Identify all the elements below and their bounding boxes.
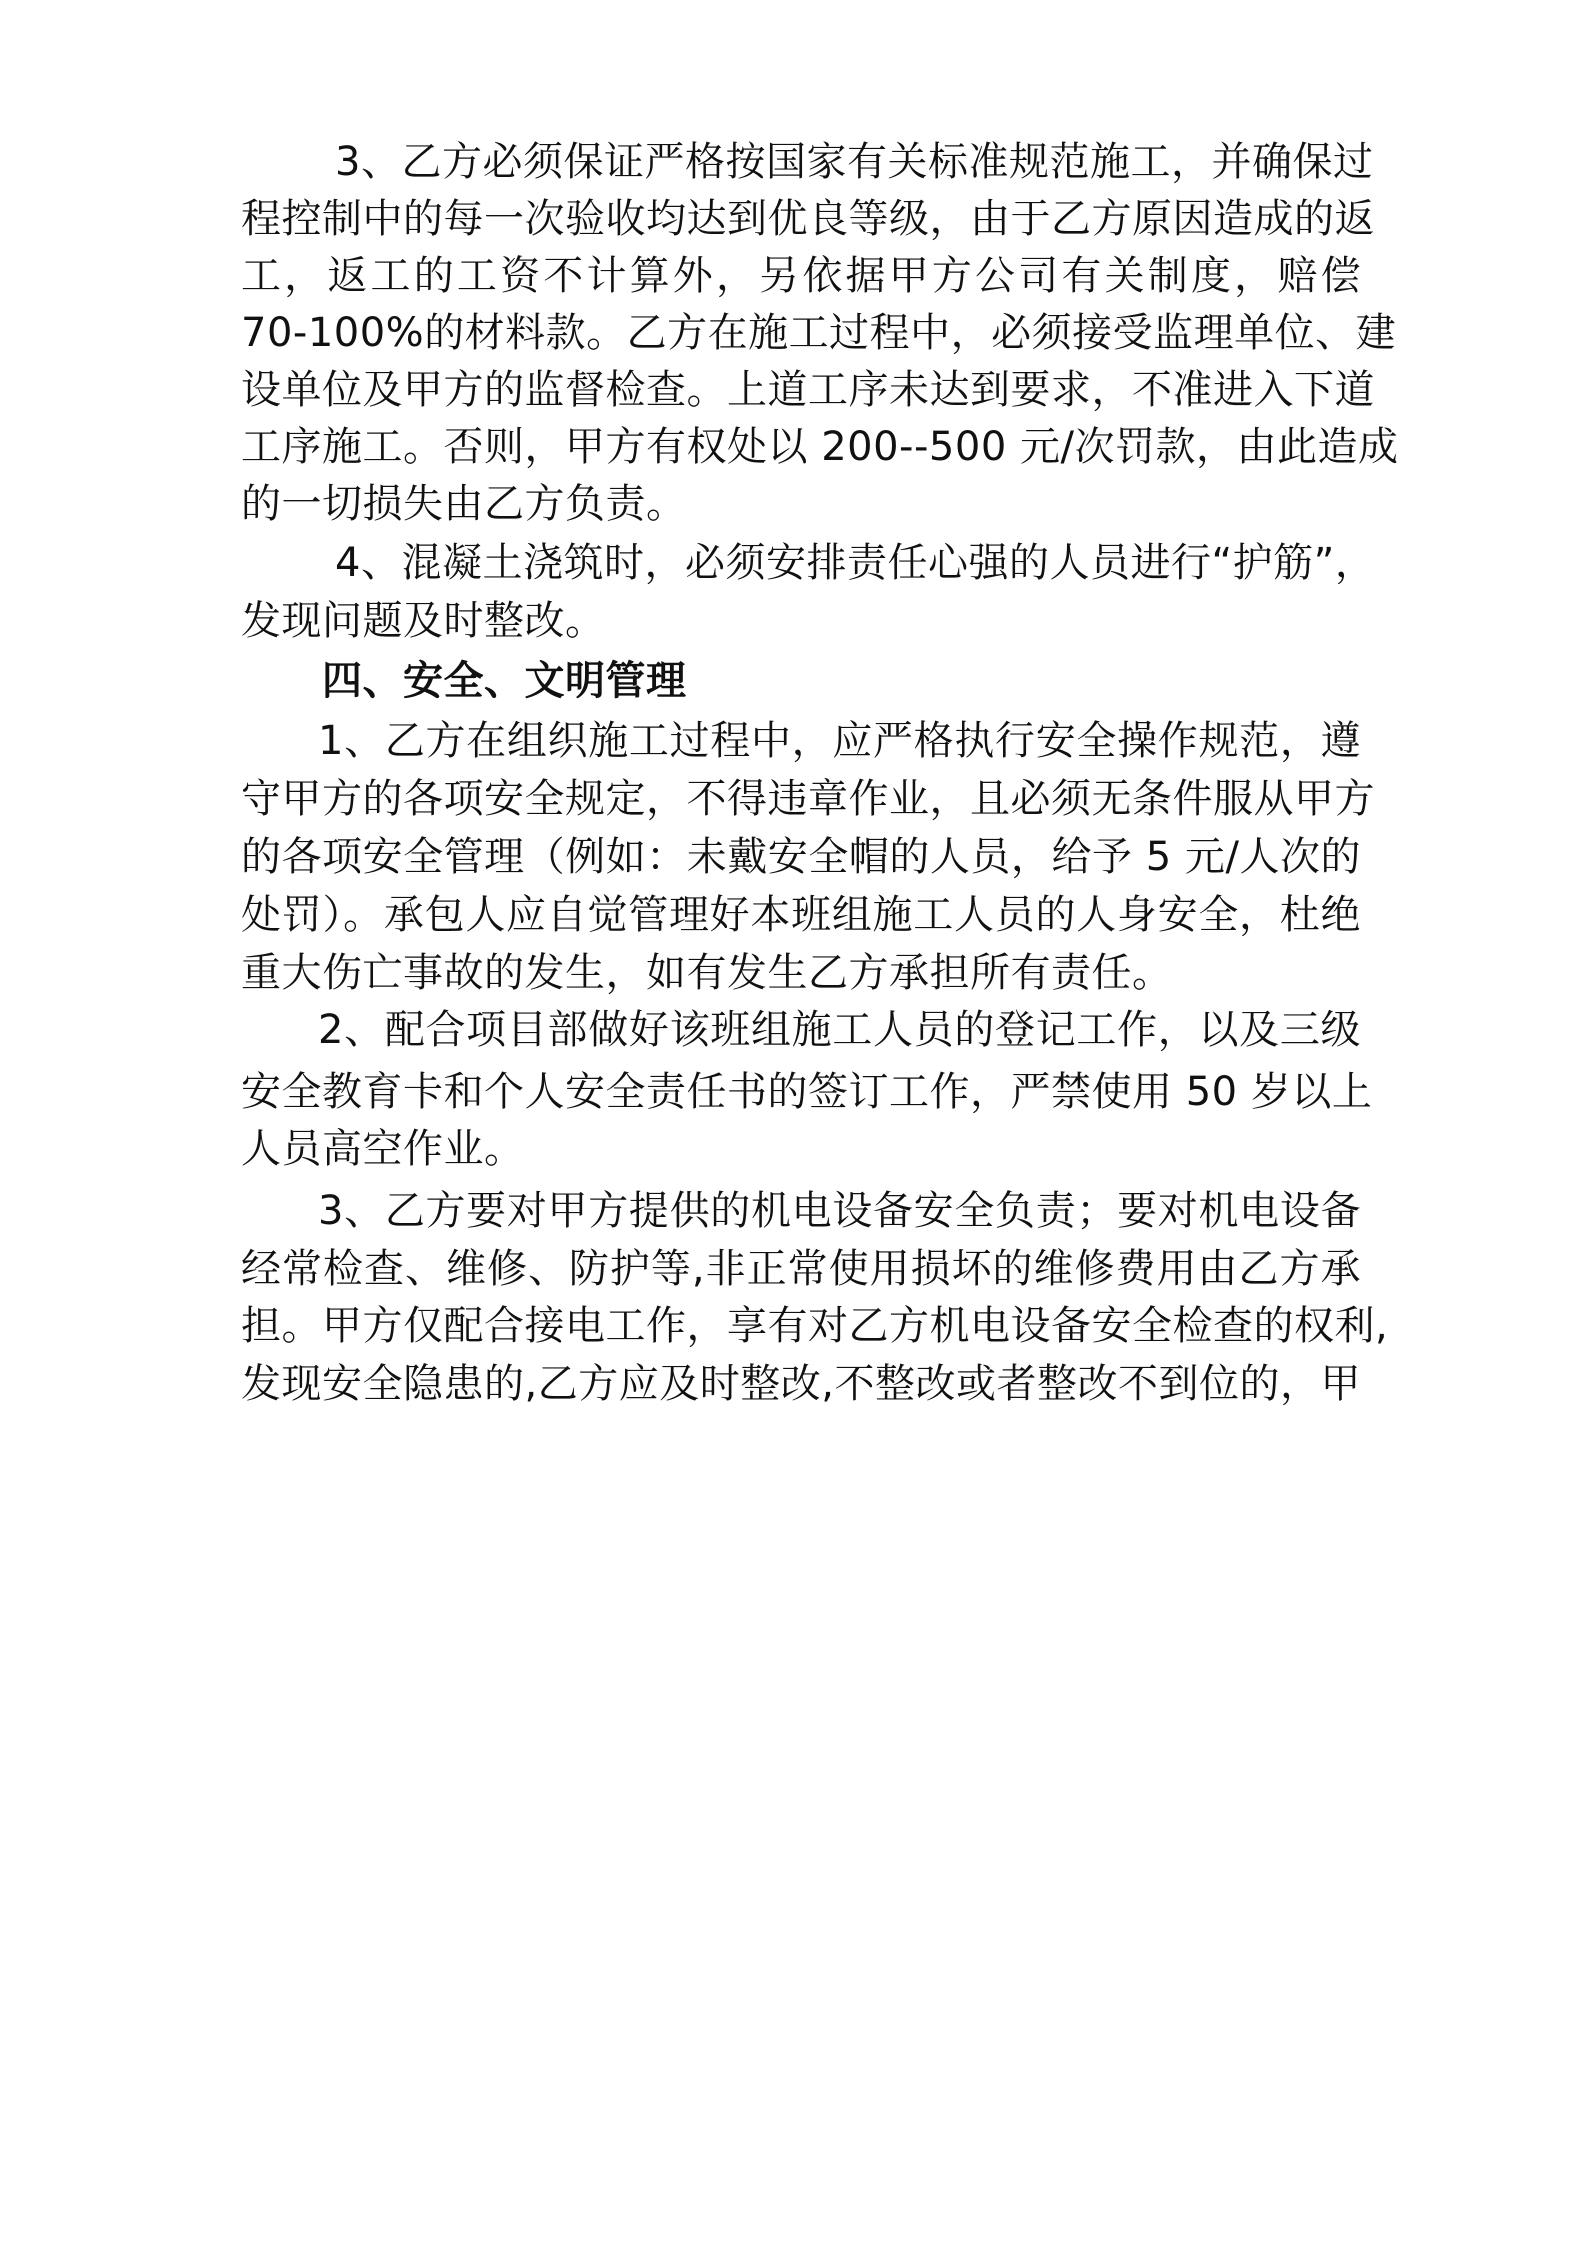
paragraph-line: 的一切损失由乙方负责。 [241,481,687,527]
paragraph-line: 的各项安全管理（例如：未戴安全帽的人员，给予 5 元/人次的 [241,834,1361,880]
section-heading: 四、安全、文明管理 [322,658,687,704]
paragraph-line: 重大伤亡事故的发生，如有发生乙方承担所有责任。 [241,950,1173,996]
paragraph-line: 安全教育卡和个人安全责任书的签订工作，严禁使用 50 岁以上 [241,1069,1373,1115]
paragraph-line: 70-100%的材料款。乙方在施工过程中，必须接受监理单位、建 [241,310,1397,356]
paragraph-line: 发现安全隐患的,乙方应及时整改,不整改或者整改不到位的，甲 [241,1361,1361,1407]
paragraph-line: 处罚）。承包人应自觉管理好本班组施工人员的人身安全，杜绝 [241,892,1361,938]
paragraph-line: 2、配合项目部做好该班组施工人员的登记工作，以及三级 [318,1007,1361,1053]
paragraph-line: 3、乙方必须保证严格按国家有关标准规范施工，并确保过 [335,139,1374,185]
paragraph-line: 设单位及甲方的监督检查。上道工序未达到要求，不准进入下道 [241,367,1375,413]
paragraph-line: 3、乙方要对甲方提供的机电设备安全负责；要对机电设备 [318,1188,1361,1234]
paragraph-line: 4、混凝土浇筑时，必须安排责任心强的人员进行“护筋”， [335,540,1376,586]
paragraph-line: 担。甲方仅配合接电工作，享有对乙方机电设备安全检查的权利, [241,1303,1389,1349]
paragraph-line: 工，返工的工资不计算外，另依据甲方公司有关制度，赔偿 [241,253,1361,299]
paragraph-line: 发现问题及时整改。 [241,598,606,644]
paragraph-line: 守甲方的各项安全规定，不得违章作业，且必须无条件服从甲方 [241,776,1375,822]
paragraph-line: 工序施工。否则，甲方有权处以 200--500 元/次罚款，由此造成 [241,424,1399,470]
paragraph-line: 1、乙方在组织施工过程中，应严格执行安全操作规范，遵 [318,718,1361,764]
paragraph-line: 经常检查、维修、防护等,非正常使用损坏的维修费用由乙方承 [241,1246,1361,1292]
paragraph-line: 人员高空作业。 [241,1126,525,1172]
paragraph-line: 程控制中的每一次验收均达到优良等级，由于乙方原因造成的返 [241,196,1375,242]
